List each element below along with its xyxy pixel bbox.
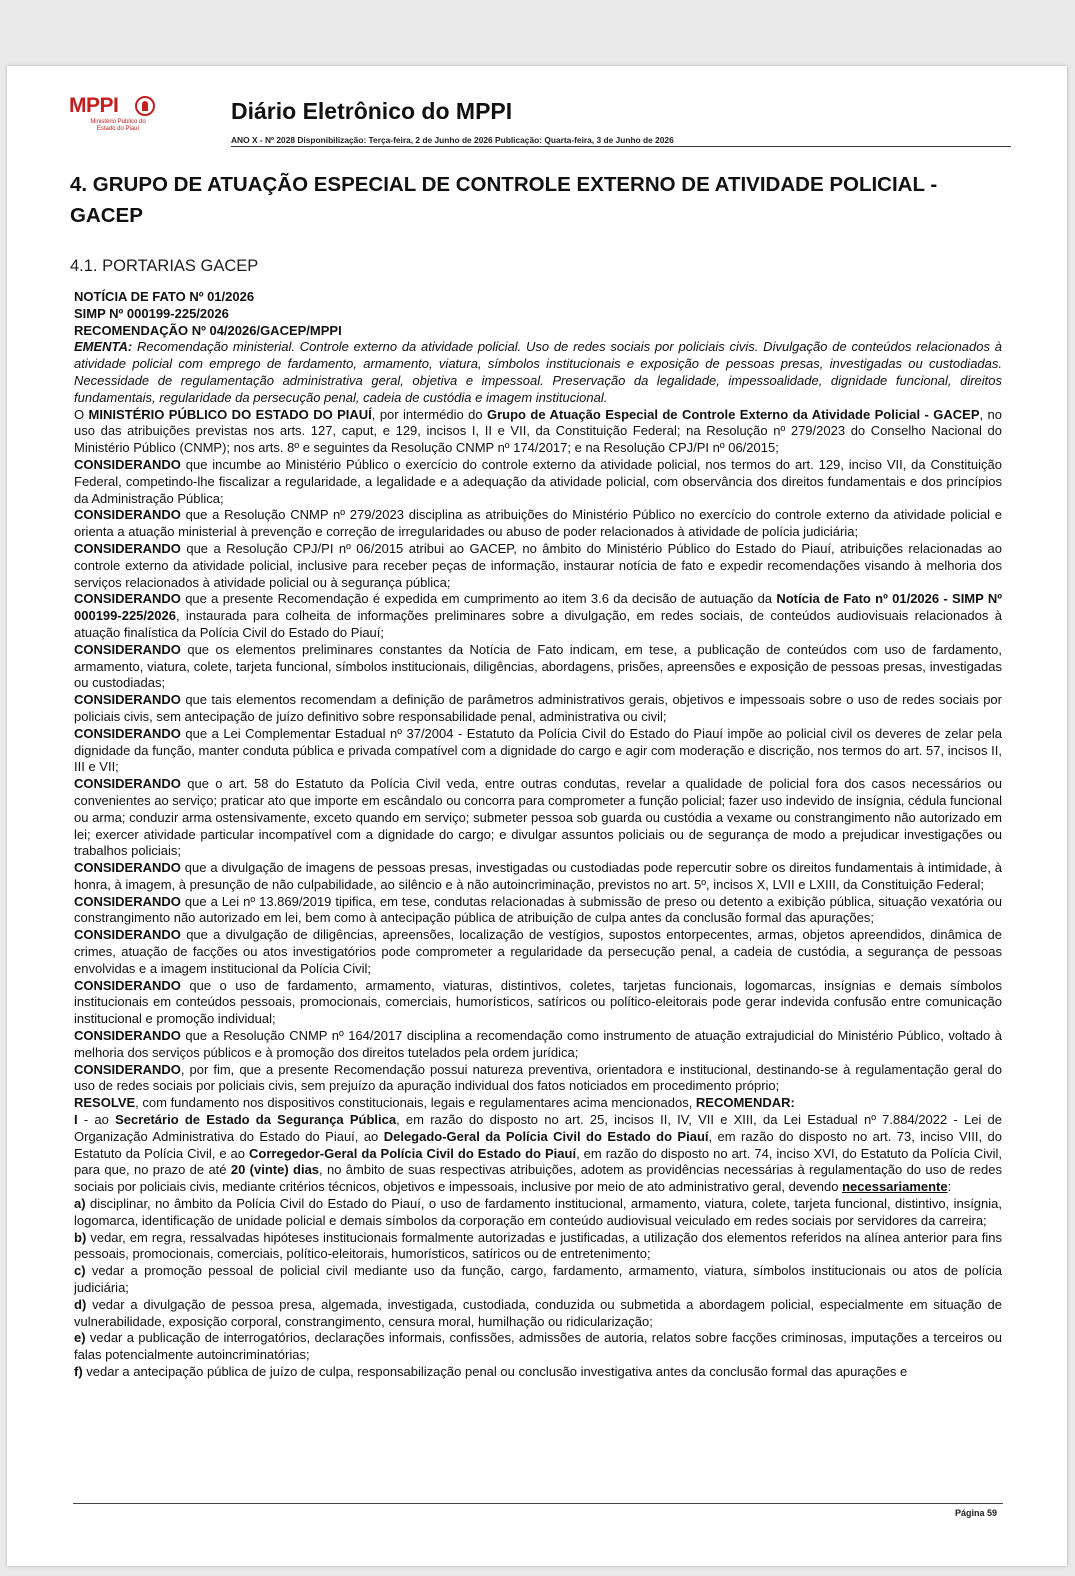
alinea-a bbox=[74, 1196, 1002, 1230]
considerando-label: CONSIDERANDO bbox=[74, 692, 181, 708]
alinea-f bbox=[74, 1364, 1002, 1381]
alinea-text: vedar, em regra, ressalvadas hipóteses institucionais formalmente autorizadas e justificadas, a utilização dos elementos referidos na alínea anterior para fins pessoais, promocionais, comerciais, político-eleitorais, humorísticos, satíricos ou de entretenimento; bbox=[74, 1229, 1002, 1262]
resolve-paragraph bbox=[74, 1095, 1002, 1112]
heading-simp: SIMP Nº 000199-225/2026 bbox=[74, 305, 229, 321]
considerando-label: CONSIDERANDO bbox=[74, 641, 181, 657]
resolve-text: , com fundamento nos dispositivos constitucionais, legais e regulamentares acima mencionados, bbox=[135, 1095, 696, 1111]
considerando-label: CONSIDERANDO bbox=[74, 591, 181, 607]
deadline-bold: 20 (vinte) dias bbox=[230, 1162, 320, 1178]
considerando-paragraph bbox=[74, 1028, 1002, 1062]
considerando-text: que a divulgação de imagens de pessoas presas, investigadas ou custodiadas pode repercutir sobre os direitos fundamentais à intimidade, à honra, à imagem, à presunção de não culpabilidade, ao silêncio e à não autoincriminação, previstos no art. 5º, incisos X, LVII e LXIII, da Constituição Federal; bbox=[74, 860, 1002, 892]
considerando-paragraph bbox=[74, 894, 1002, 928]
considerando-label: CONSIDERANDO bbox=[74, 927, 181, 943]
heading-recomendacao: RECOMENDAÇÃO Nº 04/2026/GACEP/MPPI bbox=[74, 322, 342, 338]
alinea-label: e) bbox=[74, 1330, 86, 1346]
alinea-label: d) bbox=[74, 1296, 87, 1312]
considerando-paragraph bbox=[74, 692, 1002, 726]
considerando-paragraph bbox=[74, 642, 1002, 692]
alinea-label: a) bbox=[74, 1196, 86, 1212]
item-i-paragraph bbox=[74, 1112, 1002, 1196]
considerando-text: , por fim, que a presente Recomendação possui natureza preventiva, orientadora e institucional, destinando-se à regulamentação geral do uso de redes sociais por policiais civis, sem prejuízo da apuração individual dos fatos noticiados em procedimento próprio; bbox=[74, 1061, 1002, 1094]
considerando-label: CONSIDERANDO bbox=[74, 1028, 181, 1044]
considerando-label: CONSIDERANDO bbox=[74, 977, 181, 993]
alinea-e bbox=[74, 1330, 1002, 1364]
item-text: , em razão do disposto no art. 25, incisos II, IV, VII e XIII, da Lei Estadual nº 7.884/2022 - Lei de Organização Administrativa do Estado do Piauí, ao bbox=[74, 1112, 1003, 1144]
logo-text: MPPI bbox=[69, 94, 119, 117]
item-text: : bbox=[947, 1179, 952, 1195]
intro-bold: Grupo de Atuação Especial de Controle Externo da Atividade Policial - GACEP bbox=[487, 406, 980, 422]
considerando-text: que a Resolução CPJ/PI nº 06/2015 atribui ao GACEP, no âmbito do Ministério Público do Estado do Piauí, atribuições relacionadas ao controle externo da atividade policial, inclusive para receber peças de informação, instaurar notícia de fato e expedir recomendações visando à melhoria dos serviços relacionados à atividade policial ou à segurança pública; bbox=[74, 540, 1002, 590]
considerando-text: que a Lei Complementar Estadual nº 37/2004 - Estatuto da Polícia Civil do Estado do Piauí impõe ao policial civil os deveres de zelar pela dignidade da função, manter conduta pública e privada compatível com a dignidade do cargo e agir com moderação e discrição, nos termos do art. 57, incisos II, III e VII; bbox=[74, 725, 1002, 775]
item-bold: Secretário de Estado da Segurança Pública bbox=[115, 1112, 397, 1128]
alinea-label: c) bbox=[74, 1263, 86, 1279]
intro-bold: MINISTÉRIO PÚBLICO DO ESTADO DO PIAUÍ bbox=[88, 406, 372, 422]
considerando-text: , instaurada para colheita de informações preliminares sobre a divulgação, em redes sociais, de conteúdos audiovisuais relacionados à atuação finalística da Polícia Civil do Estado do Piauí; bbox=[74, 608, 1002, 640]
considerando-paragraph bbox=[74, 860, 1002, 894]
mppi-logo bbox=[69, 94, 164, 144]
considerando-paragraph bbox=[74, 1062, 1002, 1096]
item-text: , em razão do disposto no art. 74, inciso XVI, do Estatuto da Polícia Civil, para que, no prazo de até bbox=[74, 1145, 1002, 1178]
heading-noticia: NOTÍCIA DE FATO Nº 01/2026 bbox=[74, 289, 255, 304]
considerando-text: que a Resolução CNMP nº 164/2017 disciplina a recomendação como instrumento de atuação extrajudicial do Ministério Público, voltado à melhoria dos serviços públicos e à promoção dos direitos tutelados pela ordem jurídica; bbox=[74, 1028, 1002, 1060]
subsection-title: 4.1. PORTARIAS GACEP bbox=[70, 257, 259, 275]
item-text: - ao bbox=[77, 1112, 116, 1128]
footer-divider bbox=[73, 1503, 1003, 1504]
document-body bbox=[74, 289, 1002, 1381]
underlined-bold: necessariamente bbox=[842, 1179, 948, 1195]
considerando-paragraph bbox=[74, 591, 1002, 641]
considerando-text: que a presente Recomendação é expedida em cumprimento ao item 3.6 da decisão de autuação da bbox=[180, 591, 777, 607]
considerando-paragraph bbox=[74, 507, 1002, 541]
considerando-paragraph bbox=[74, 927, 1002, 977]
item-text: , em razão do disposto no art. 73, inciso VIII, do Estatuto da Polícia Civil, e ao bbox=[74, 1128, 1002, 1161]
header-divider bbox=[231, 146, 1011, 147]
considerando-text: que a divulgação de diligências, apreensões, localização de vestígios, supostos entorpecentes, armas, objetos apreendidos, dinâmica de crimes, atuação de facções ou atos investigatórios pode comprometer a regularidade da persecução penal, a cadeia de custódia, a segurança de pessoas envolvidas e a imagem institucional da Polícia Civil; bbox=[74, 927, 1002, 976]
considerando-label: CONSIDERANDO bbox=[74, 540, 181, 556]
considerando-text: que incumbe ao Ministério Público o exercício do controle externo da atividade policial, nos termos do art. 129, inciso VII, da Constituição Federal, competindo-lhe fiscalizar a regularidade, a legalidade e a adequação da atividade policial, com observância dos direitos fundamentais e dos princípios da Administração Pública; bbox=[74, 456, 1002, 506]
journal-title: Diário Eletrônico do MPPI bbox=[231, 98, 513, 124]
considerando-text: que a Resolução CNMP nº 279/2023 disciplina as atribuições do Ministério Público no exercício do controle externo da atividade policial e orienta a atuação ministerial à prevenção e correção de irregularidades ou abuso de poder relacionados à atividade de polícia judiciária; bbox=[74, 507, 1002, 540]
considerando-paragraph bbox=[74, 726, 1002, 776]
alinea-label: f) bbox=[74, 1364, 83, 1379]
ementa-label: EMENTA: bbox=[74, 339, 133, 355]
logo-subtitle: Ministério Público do Estado do Piauí bbox=[90, 119, 146, 132]
considerando-text: que o art. 58 do Estatuto da Polícia Civil veda, entre outras condutas, revelar a qualidade de policial fora dos casos necessários ou convenientes ao serviço; praticar ato que importe em escândalo ou concorra para comprometer a função policial; fazer uso indevido de insígnia, cédula funcional ou arma; conduzir arma ostensivamente, exceto quando em serviço; submeter pessoa sob guarda ou custódia a vexame ou constrangimento não autorizado em lei; exercer atividade particular incompatível com a dignidade do cargo; e divulgar assuntos policiais ou de segurança de modo a prejudicar investigações ou trabalhos policiais; bbox=[74, 776, 1002, 859]
alinea-text: vedar a antecipação pública de juízo de culpa, responsabilização penal ou conclusão investigativa antes da conclusão formal das apurações e bbox=[82, 1364, 908, 1379]
considerando-paragraph bbox=[74, 776, 1002, 860]
intro-text: , no uso das atribuições previstas nos arts. 127, caput, e 129, incisos I, II e VII, da Constituição Federal; na Resolução nº 279/2023 do Conselho Nacional do Ministério Público (CNMP); nos arts. 8º e seguintes da Resolução CNMP nº 174/2017; e na Resolução CPJ/PI nº 06/2015; bbox=[74, 406, 1002, 456]
considerando-paragraph bbox=[74, 978, 1002, 1028]
seal-icon bbox=[135, 96, 155, 116]
alinea-text: vedar a divulgação de pessoa presa, algemada, investigada, custodiada, conduzida ou submetida a abordagem policial, especialmente em situação de vulnerabilidade, exposição corporal, constrangimento, censura moral, humilhação ou ridicularização; bbox=[74, 1296, 1002, 1329]
resolve-label: RESOLVE bbox=[74, 1095, 136, 1111]
section-title: 4. GRUPO DE ATUAÇÃO ESPECIAL DE CONTROLE EXTERNO DE ATIVIDADE POLICIAL - GACEP bbox=[70, 173, 938, 227]
item-bold: Delegado-Geral da Polícia Civil do Estado do Piauí bbox=[383, 1128, 709, 1144]
item-label: I bbox=[74, 1112, 78, 1128]
considerando-paragraph bbox=[74, 541, 1002, 591]
considerando-paragraph bbox=[74, 457, 1002, 507]
considerando-label: CONSIDERANDO bbox=[74, 776, 181, 792]
alinea-c bbox=[74, 1263, 1002, 1297]
considerando-label: CONSIDERANDO bbox=[74, 860, 181, 876]
alinea-text: disciplinar, no âmbito da Polícia Civil do Estado do Piauí, o uso de fardamento institucional, armamento, viatura, colete, tarjeta funcional, distintivo, insígnia, logomarca, identificação de unidade policial e demais símbolos da corporação em conteúdo audiovisual veiculado em redes sociais por servidores da carreira; bbox=[74, 1196, 1002, 1228]
considerando-label: CONSIDERANDO bbox=[74, 456, 181, 472]
item-text: , no âmbito de suas respectivas atribuições, adotem as providências necessárias à regulamentação do uso de redes sociais por policiais civis, mediante critérios técnicos, objetivos e impessoais, inclusive por meio de ato administrativo geral, devendo bbox=[74, 1162, 1002, 1195]
page-header bbox=[69, 90, 1021, 150]
edition-line: ANO X - Nº 2028 Disponibilização: Terça-feira, 2 de Junho de 2026 Publicação: Quarta-feira, 3 de Junho de 2026 bbox=[231, 135, 674, 145]
intro-text: O bbox=[74, 406, 89, 422]
considerando-label: CONSIDERANDO bbox=[74, 893, 181, 909]
considerando-text: que os elementos preliminares constantes da Notícia de Fato indicam, em tese, a publicação de conteúdos com uso de fardamento, armamento, viatura, colete, tarjeta funcional, símbolos institucionais, diligências, abordagens, prisões, apreensões e exposição de pessoas presas, investigadas ou custodiadas; bbox=[74, 641, 1002, 691]
considerando-bold: Notícia de Fato nº 01/2026 - SIMP Nº 000199-225/2026 bbox=[74, 591, 1002, 624]
alinea-text: vedar a publicação de interrogatórios, declarações informais, confissões, admissões de autoria, relatos sobre facções criminosas, imputações a terceiros ou falas potencialmente autoincriminatórias; bbox=[74, 1330, 1002, 1363]
recomendar-label: RECOMENDAR: bbox=[695, 1095, 795, 1111]
alinea-text: vedar a promoção pessoal de policial civil mediante uso da função, cargo, fardamento, armamento, viatura, símbolos institucionais ou atos de polícia judiciária; bbox=[74, 1263, 1002, 1296]
considerando-label: CONSIDERANDO bbox=[74, 725, 181, 741]
document-page bbox=[7, 66, 1067, 1566]
intro-paragraph bbox=[74, 407, 1002, 457]
considerando-text: que tais elementos recomendam a definição de parâmetros administrativos gerais, objetivos e impessoais sobre o uso de redes sociais por policiais civis, sem antecipação de juízo definitivo sobre responsabilidade penal, administrativa ou civil; bbox=[74, 692, 1002, 724]
ementa-text: Recomendação ministerial. Controle externo da atividade policial. Uso de redes sociais por policiais civis. Divulgação de conteúdos relacionados à atividade policial com emprego de fardamento, armamento, viatura, símbolos institucionais e exposição de pessoas presas, investigadas ou custodiadas. Necessidade de regulamentação administrativa geral, objetiva e impessoal. Preservação da legalidade, impessoalidade, dignidade funcional, direitos fundamentais, regularidade da persecução penal, cadeia de custódia e imagem institucional. bbox=[74, 339, 1002, 405]
intro-text: , por intermédio do bbox=[371, 406, 487, 422]
considerando-text: que o uso de fardamento, armamento, viaturas, distintivos, coletes, tarjetas funcionais, logomarcas, insígnias e demais símbolos institucionais em conteúdos pessoais, promocionais, comerciais, humorísticos, satíricos ou político-eleitorais pode gerar indevida confusão entre comunicação institucional e promoção individual; bbox=[74, 977, 1002, 1027]
considerando-label: CONSIDERANDO bbox=[74, 507, 181, 523]
alinea-b bbox=[74, 1230, 1002, 1264]
considerando-label: CONSIDERANDO bbox=[74, 1061, 181, 1077]
page-number: Página 59 bbox=[954, 1508, 997, 1518]
considerando-text: que a Lei nº 13.869/2019 tipifica, em tese, condutas relacionadas à submissão de preso ou detento a exibição pública, situação vexatória ou constrangimento não autorizado em lei, bem como à antecipação pública de atribuição de culpa antes da conclusão formal das apurações; bbox=[74, 893, 1002, 926]
item-bold: Corregedor-Geral da Polícia Civil do Estado do Piauí bbox=[249, 1145, 577, 1161]
ementa-paragraph bbox=[74, 339, 1002, 406]
alinea-label: b) bbox=[74, 1229, 87, 1245]
alinea-d bbox=[74, 1297, 1002, 1331]
